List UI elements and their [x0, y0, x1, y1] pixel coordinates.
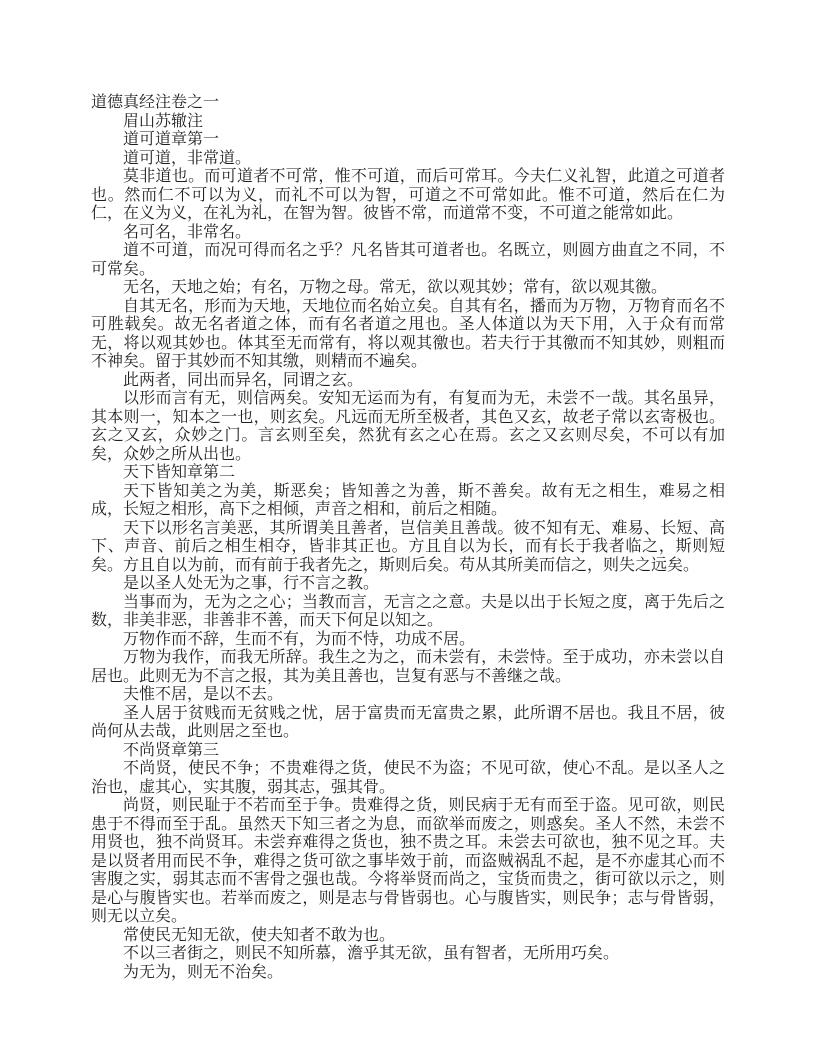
author-line: 眉山苏辙注 — [123, 112, 204, 130]
scripture-text: 不尚贤，使民不争；不贵难得之货，使民不为盗；不见可欲，使心不乱。是以圣人之治也，虚其心，实其腹，弱其志，强其骨。 — [91, 760, 725, 796]
commentary-text: 圣人居于贫贱而无贫贱之忧，居于富贵而无富贵之累，此所谓不居也。我且不居，彼尚何从去哉，此则居之至也。 — [91, 704, 725, 740]
commentary-text: 以形而言有无，则信两矣。安知无运而为有，有复而为无，未尝不一哉。其名虽异，其本则一，知本之一也，则玄矣。凡远而无所至极者，其色又玄，故老子常以玄寄极也。玄之又玄，众妙之门。言玄则至矣，然犹有玄之心在焉。玄之又玄则尽矣，不可以有加矣，众妙之所从出也。 — [91, 390, 725, 463]
commentary-text: 自其无名，形而为天地，天地位而名始立矣。自其有名，播而为万物，万物育而名不可胜载矣。故无名者道之体，而有名者道之甩也。圣人体道以为天下用，入于众有而常无，将以观其妙也。体其至无而常有，将以观其徼也。若夫行于其徼而不知其妙，则粗而不神矣。留于其妙而不知其缴，则精而不遍矣。 — [91, 297, 725, 370]
scripture-text: 万物作而不辞，生而不有，为而不恃，功成不居。 — [123, 630, 476, 648]
commentary-text: 天下以形名言美恶，其所谓美且善者，岂信美且善哉。彼不知有无、难易、长短、高下、声音、前后之相生相夺，皆非其正也。方且自以为长，而有长于我者临之，斯则短矣。方且自以为前，而有前于我者先之，斯则后矣。苟从其所美而信之，则失之远矣。 — [91, 519, 725, 574]
scripture-text: 是以圣人处无为之事，行不言之教。 — [123, 575, 380, 592]
commentary-text: 道不可道，而况可得而名之乎？凡名皆其可道者也。名既立，则圆方曲直之不同，不可常矣。 — [91, 242, 725, 278]
scripture-text: 常使民无知无欲，使夫知者不敢为也。 — [123, 926, 396, 944]
scripture-text: 天下皆知美之为美，斯恶矣；皆知善之为善，斯不善矣。故有无之相生，难易之相成，长短之相形，高下之相倾，声音之相和，前后之相随。 — [91, 482, 725, 518]
scripture-text: 道可道，非常道。 — [123, 149, 252, 167]
chapter-3-heading: 不尚贤章第三 — [123, 741, 220, 759]
commentary-text: 尚贤，则民耻于不若而至于争。贵难得之货，则民病于无有而至于盗。见可欲，则民患于不得而至于乱。虽然天下知三者之为息，而欲举而废之，则惑矣。圣人不然，未尝不用贤也，独不尚贤耳。未尝弃难得之货也，独不贵之耳。未尝去可欲也，独不见之耳。夫是以贤者用而民不争，难得之货可欲之事毕效于前，而盗贼祸乱不起，是不亦虚其心而不害腹之实，弱其志而不害骨之强也哉。今将举贤而尚之，宝货而贵之，街可欲以示之，则是心与腹皆实也。若举而废之，则是志与骨皆弱也。心与腹皆实，则民争；志与骨皆弱，则无以立矣。 — [91, 797, 725, 925]
document-title: 道德真经注卷之一 — [91, 94, 220, 111]
scripture-text: 名可名，非常名。 — [123, 223, 252, 241]
commentary-text: 万物为我作，而我无所辞。我生之为之，而未尝有，未尝恃。至于成功，亦未尝以自居也。此则无为不言之报，其为美且善也，岂复有恶与不善继之哉。 — [91, 649, 725, 685]
document-body — [91, 94, 725, 982]
scripture-text: 无名，天地之始；有名，万物之母。常无，欲以观其妙；常有，欲以观其徼。 — [123, 279, 668, 296]
scripture-text: 此两者，同出而异名，同谓之玄。 — [123, 371, 364, 389]
scripture-text: 夫惟不居，是以不去。 — [123, 686, 284, 703]
commentary-text: 当事而为，无为之之心；当教而言，无言之之意。夫是以出于长短之度，离于先后之数，非美非恶，非善非不善，而天下何足以知之。 — [91, 593, 725, 629]
commentary-text: 不以三者街之，则民不知所慕，澹乎其无欲，虽有智者，无所用巧矣。 — [123, 945, 620, 962]
chapter-1-heading: 道可道章第一 — [123, 131, 220, 148]
commentary-text: 莫非道也。而可道者不可常，惟不可道，而后可常耳。今夫仁义礼智，此道之可道者也。然而仁不可以为义，而礼不可以为智，可道之不可常如此。惟不可道，然后在仁为仁，在义为义，在礼为礼，在智为智。彼皆不常，而道常不变，不可道之能常如此。 — [91, 168, 725, 222]
chapter-2-heading: 天下皆知章第二 — [123, 464, 236, 481]
scripture-text: 为无为，则无不治矣。 — [123, 963, 284, 981]
